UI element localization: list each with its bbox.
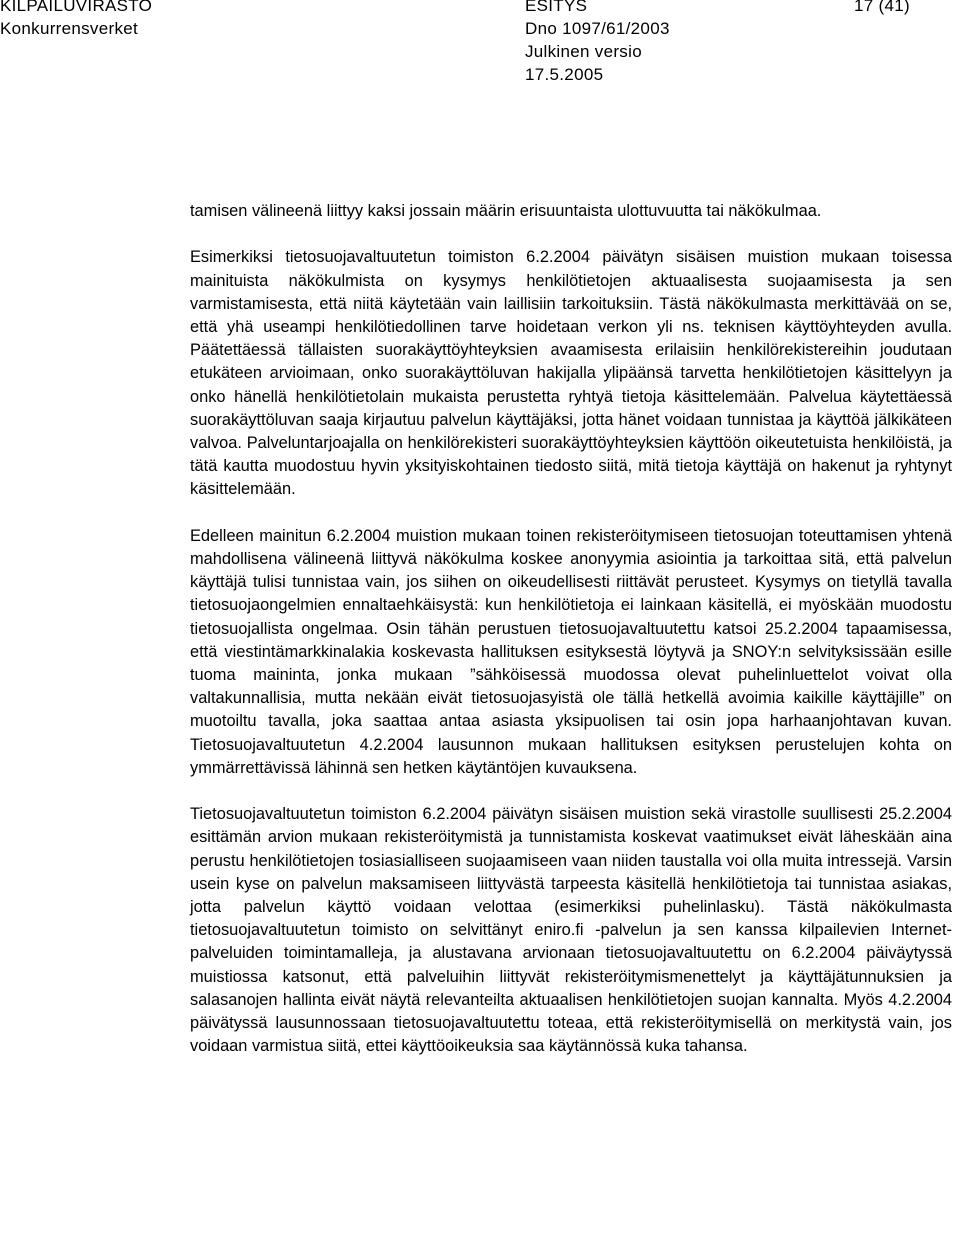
agency-name-finnish: KILPAILUVIRASTO bbox=[0, 0, 153, 15]
agency-name-swedish: Konkurrensverket bbox=[0, 19, 139, 38]
agency-block bbox=[0, 0, 152, 40]
document-number: Dno 1097/61/2003 bbox=[525, 19, 670, 38]
paragraph-continuation: tamisen välineenä liittyy kaksi jossain määrin erisuuntaista ulottuvuutta tai näkökulmaa. bbox=[190, 202, 822, 220]
paragraph-anonymous-use: Edelleen mainitun 6.2.2004 muistion mukaan toinen rekisteröitymiseen tietosuojan toteuttamisen yhtenä mahdollisena välineenä liittyvä näkökulma koskee anonyymia asiointia ja tarkoittaa sitä, että palvelun käyttäjä tulisi tunnistaa vain, jos siihen on oikeudellisesti riittävät perusteet. Kysymys on tietyllä tavalla tietosuojaongelmien ennaltaehkäisystä: kun henkilötietoja ei lainkaan käsitellä, ei myöskään muodostu tietosuojallista ongelmaa. Osin tähän perustuen tietosuojavaltuutettu katsoi 25.2.2004 tapaamisessa, että viestintämarkkinalakia koskevasta hallituksen esityksestä löytyvä ja SNOY:n selvityksissään esille tuoma maininta, jonka mukaan ”sähköisessä muodossa olevat puhelinluettelot voivat olla valtakunnallisia, mutta nekään eivät tietosuojasyistä ole tällä hetkellä avoimia kaikille käyttäjille” on muotoiltu tavalla, joka saattaa antaa asiasta yksipuolisen tai osin jopa harhaanjohtavan kuvan. Tietosuojavaltuutetun 4.2.2004 lausunnon mukaan hallituksen esityksen perustelujen kohta on ymmärrettävissä lähinnä sen hetken käytäntöjen kuvauksena. bbox=[190, 526, 952, 777]
page-number: 17 (41) bbox=[854, 0, 910, 15]
paragraph-remote-access: Esimerkiksi tietosuojavaltuutetun toimiston 6.2.2004 päivätyn sisäisen muistion mukaan toisessa mainituista näkökulmista on kysymys henkilötietojen aktuaalisesta suojaamisesta ja sen varmistamisesta, että niitä käytetään vain laillisiin tarkoituksiin. Tästä näkökulmasta merkittävää on se, että yhä useampi henkilötiedollinen tarve hoidetaan verkon yli ns. teknisen käyttöyhteyden avulla. Päätettäessä tällaisten suorakäyttöyhteyksien avaamisesta erilaisiin henkilörekistereihin joudutaan etukäteen arvioimaan, onko suorakäyttöluvan hakijalla ylipäänsä tarvetta henkilötietojen käsittelyyn ja onko hänellä henkilötietolain mukaista perustetta ryhtyä tietoja käsittelemään. Palvelua käytettäessä suorakäyttöluvan saaja kirjautuu palvelun käyttäjäksi, jotta hänet voidaan tunnistaa ja käyttöä jälkikäteen valvoa. Palveluntarjoajalla on henkilörekisteri suorakäyttöyhteyksien käyttöön oikeutetuista henkilöistä, ja tätä kautta muodostuu hyvin yksityiskohtainen tiedosto siitä, mitä tietoja käyttäjä on hakenut ja ryhtynyt käsittelemään. bbox=[190, 248, 952, 499]
document-version: Julkinen versio bbox=[525, 42, 642, 61]
document-body bbox=[190, 200, 952, 1082]
document-type: ESITYS bbox=[525, 0, 588, 15]
paragraph-registration-requirements: Tietosuojavaltuutetun toimiston 6.2.2004 päivätyn sisäisen muistion sekä virastolle suullisesti 25.2.2004 esittämän arvion mukaan rekisteröitymistä ja tunnistamista koskevat vaatimukset eivät läheskään aina perustu henkilötietojen tosiasialliseen suojaamiseen vaan niiden taustalla voi olla muita intressejä. Varsin usein kyse on palvelun maksamiseen liittyvästä tarpeesta käsitellä henkilötietoja tai tunnistaa asiakas, jotta palvelun käyttö voidaan velottaa (esimerkiksi puhelinlasku). Tästä näkökulmasta tietosuojavaltuutetun toimisto on selvittänyt eniro.fi -palvelun ja sen kanssa kilpailevien Internet-palveluiden toimintamalleja, ja alustavana arvionaan tietosuojavaltuutettu on 6.2.2004 päiväytyssä muistiossa katsonut, että palveluihin liittyvät rekisteröitymismenettelyt ja käyttäjätunnuksien ja salasanojen hallinta eivät näytä relevanteilta aktuaalisen henkilötietojen suojan kannalta. Myös 4.2.2004 päivätyssä lausunnossaan tietosuojavaltuutettu toteaa, että rekisteröitymisellä on merkitystä vain, jos voidaan varmistua siitä, ettei käyttöoikeuksia saa käytännössä kuka tahansa. bbox=[190, 805, 952, 1056]
document-date: 17.5.2005 bbox=[525, 65, 604, 84]
page-header bbox=[0, 0, 960, 100]
document-info-block bbox=[525, 0, 670, 86]
